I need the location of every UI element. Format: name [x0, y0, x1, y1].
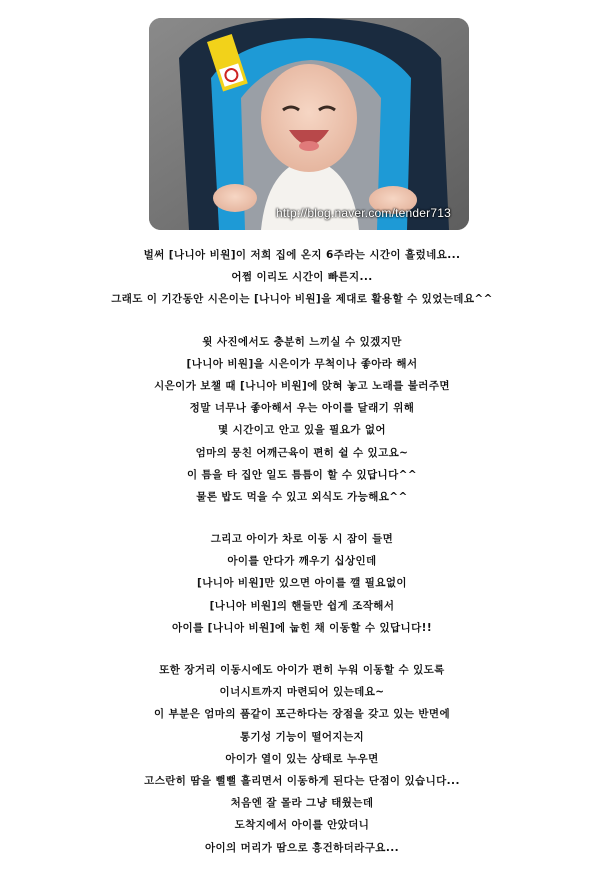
photo-illustration: [149, 18, 469, 230]
text-line: 엄마의 뭉친 어깨근육이 편히 쉴 수 있고요~: [195, 446, 409, 459]
text-line: 어쩜 이리도 시간이 빠른지...: [231, 271, 373, 284]
text-line: 이 부분은 엄마의 품같이 포근하다는 장점을 갖고 있는 반면에: [153, 708, 451, 721]
baby-head: [261, 64, 357, 172]
text-line: 아이를 안다가 깨우기 십상인데: [227, 555, 377, 568]
paragraph-4: [0, 659, 604, 859]
text-line: 고스란히 땀을 뻘뻘 흘리면서 이동하게 된다는 단점이 있습니다...: [144, 774, 460, 787]
text-line: 시은이가 보챌 때 [나니아 비원]에 앉혀 놓고 노래를 불러주면: [154, 379, 450, 392]
text-line: 정말 너무나 좋아해서 우는 아이를 달래기 위해: [189, 402, 415, 415]
text-line: [나니아 비원]만 있으면 아이를 깰 필요없이: [197, 577, 407, 590]
article-body: [0, 244, 604, 879]
text-line: 통기성 기능이 떨어지는지: [239, 730, 365, 743]
text-line: [나니아 비원]을 시은이가 무척이나 좋아라 해서: [186, 357, 418, 370]
paragraph-2: [0, 331, 604, 509]
baby-tongue: [299, 141, 319, 151]
text-line: 윗 사진에서도 충분히 느끼실 수 있겠지만: [202, 335, 402, 348]
text-line: 벌써 [나니아 비원]이 저희 집에 온지 6주라는 시간이 흘렀네요...: [143, 249, 461, 261]
text-line: 아이가 열이 있는 상태로 누우면: [225, 752, 379, 765]
paragraph-3: [0, 528, 604, 639]
text-line: 또한 장거리 이동시에도 아이가 편히 누워 이동할 수 있도록: [159, 664, 445, 676]
text-line: 이 틈을 타 집안 일도 틈틈이 할 수 있답니다^^: [186, 468, 418, 481]
text-line: 아이의 머리가 땀으로 흥건하더라구요...: [204, 841, 400, 854]
text-line: 몇 시간이고 안고 있을 필요가 없어: [218, 424, 386, 437]
text-line: 그리고 아이가 차로 이동 시 잠이 들면: [210, 533, 394, 546]
text-line: 물론 밥도 먹을 수 있고 외식도 가능해요^^: [196, 490, 408, 503]
text-line: 아이를 [나니아 비원]에 눕힌 채 이동할 수 있답니다!!: [171, 621, 433, 634]
text-line: 처음엔 잘 몰라 그냥 태웠는데: [230, 797, 374, 810]
text-line: 그래도 이 기간동안 시은이는 [나니아 비원]을 제대로 활용할 수 있었는데요^^: [111, 293, 493, 306]
text-line: 이너시트까지 마련되어 있는데요~: [219, 686, 385, 699]
baby-car-seat-photo: [149, 18, 469, 230]
photo-watermark: http://blog.naver.com/tender713: [276, 206, 451, 220]
baby-left-arm: [213, 184, 257, 212]
paragraph-1: [0, 244, 604, 311]
text-line: [나니아 비원]의 핸들만 쉽게 조작해서: [209, 599, 395, 612]
text-line: 도착지에서 아이를 안았더니: [234, 819, 370, 832]
